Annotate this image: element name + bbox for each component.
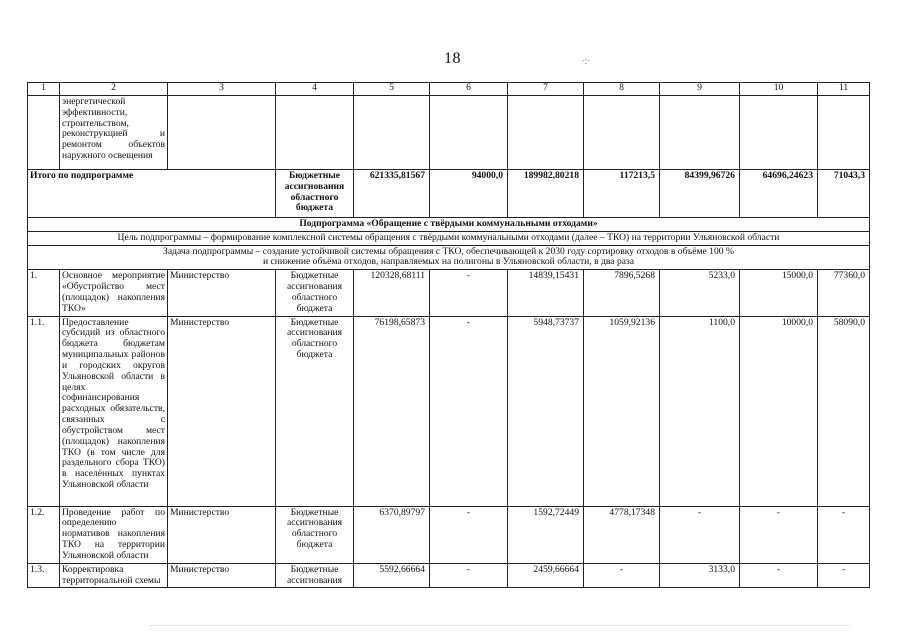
value-col10: - (740, 506, 818, 563)
table-row (28, 316, 870, 506)
value-col11: 58090,0 (818, 316, 870, 506)
total-v11: 71043,3 (818, 170, 870, 218)
measure-name: Основное мероприятие «Обустройство мест (площадок) накопления ТКО» (60, 270, 168, 316)
measure-name: Проведение работ по определению нормативов накопления ТКО на территории Ульяновской области (60, 506, 168, 563)
col-num-11: 11 (818, 83, 870, 96)
value-col11: - (818, 563, 870, 588)
subprogram-task-row (28, 245, 870, 270)
value-col5: 120328,68111 (354, 270, 430, 316)
funding-source: Бюджетные ассигнования областного бюджета (276, 270, 354, 316)
table-row (28, 563, 870, 588)
total-source: Бюджетные ассигнования областного бюджета (276, 170, 354, 218)
row-no: 1.1. (28, 316, 60, 506)
subprogram-goal-row (28, 231, 870, 245)
table-row (28, 270, 870, 316)
value-col7: 1592,72449 (508, 506, 584, 563)
page-number: 18 (444, 50, 461, 67)
value-col7: 2459,66664 (508, 563, 584, 588)
table-row (28, 506, 870, 563)
col-num-5: 5 (354, 83, 430, 96)
funding-source: Бюджетные ассигнования областного бюджета (276, 316, 354, 506)
col-num-6: 6 (430, 83, 508, 96)
budget-table (27, 82, 870, 588)
subprogram-title: Подпрограмма «Обращение с твёрдыми коммунальными отходами» (28, 218, 870, 232)
value-col10: 15000,0 (740, 270, 818, 316)
row-no: 1. (28, 270, 60, 316)
col-num-9: 9 (660, 83, 740, 96)
value-col8: 1059,92136 (584, 316, 660, 506)
subprogram-task-line2: и снижение объёма отходов, направляемых на полигоны в Ульяновской области, в два раза (262, 256, 635, 268)
subprogram-task-line1: Задача подпрограммы – создание устойчивой системы обращения с ТКО, обеспечивающей к 2030 году сортировку отходов в объёме 100 % (163, 245, 734, 257)
value-col9: 3133,0 (660, 563, 740, 588)
value-col8: 7896,5268 (584, 270, 660, 316)
value-col6: - (430, 270, 508, 316)
subprogram-goal: Цель подпрограммы – формирование комплексной системы обращения с твёрдыми коммунальными отходами (далее – ТКО) на территории Ульяновской области (28, 231, 870, 245)
table-row-continued (28, 96, 870, 170)
total-v9: 84399,96726 (660, 170, 740, 218)
executor: Министерство (168, 316, 276, 506)
executor: Министерство (168, 506, 276, 563)
measure-name: Предоставление субсидий из областного бюджета бюджетам муниципальных районов и городских округов Ульяновской области в целях софинансирования расходных обязательств, связанных с обустройством мест (площадок) накопления ТКО (в том числе для раздельного сбора ТКО) в населённых пунктах Ульяновской области (60, 316, 168, 506)
value-col8: 4778,17348 (584, 506, 660, 563)
total-v6: 94000,0 (430, 170, 508, 218)
value-col7: 14839,15431 (508, 270, 584, 316)
executor: Министерство (168, 270, 276, 316)
value-col6: - (430, 506, 508, 563)
total-v8: 117213,5 (584, 170, 660, 218)
value-col10: 10000,0 (740, 316, 818, 506)
value-col9: 1100,0 (660, 316, 740, 506)
measure-name: Корректировка территориальной схемы (60, 563, 168, 588)
value-col9: - (660, 506, 740, 563)
total-row (28, 170, 870, 218)
col-num-10: 10 (740, 83, 818, 96)
total-v5: 621335,81567 (354, 170, 430, 218)
col-num-4: 4 (276, 83, 354, 96)
value-col11: - (818, 506, 870, 563)
value-col6: - (430, 316, 508, 506)
value-col5: 6370,89797 (354, 506, 430, 563)
total-label: Итого по подпрограмме (28, 170, 276, 218)
value-col10: - (740, 563, 818, 588)
total-v10: 64696,24623 (740, 170, 818, 218)
col-num-1: 1 (28, 83, 60, 96)
executor: Министерство (168, 563, 276, 588)
value-col5: 76198,65873 (354, 316, 430, 506)
col-num-3: 3 (168, 83, 276, 96)
value-col9: 5233,0 (660, 270, 740, 316)
stray-mark: ∙:∙ (582, 56, 590, 67)
funding-source: Бюджетные ассигнования (276, 563, 354, 588)
subprogram-title-row (28, 218, 870, 232)
col-num-7: 7 (508, 83, 584, 96)
value-col5: 5592,66664 (354, 563, 430, 588)
total-v7: 189982,80218 (508, 170, 584, 218)
value-col11: 77360,0 (818, 270, 870, 316)
scan-noise (150, 625, 850, 634)
value-col6: - (430, 563, 508, 588)
col-num-2: 2 (60, 83, 168, 96)
row-no: 1.2. (28, 506, 60, 563)
row-no: 1.3. (28, 563, 60, 588)
col-num-8: 8 (584, 83, 660, 96)
funding-source: Бюджетные ассигнования областного бюджета (276, 506, 354, 563)
column-number-row (28, 83, 870, 96)
value-col8: - (584, 563, 660, 588)
value-col7: 5948,73737 (508, 316, 584, 506)
measure-name: энергетической эффективности, строительством, реконструкцией и ремонтом объектов наружного освещения (60, 96, 168, 170)
